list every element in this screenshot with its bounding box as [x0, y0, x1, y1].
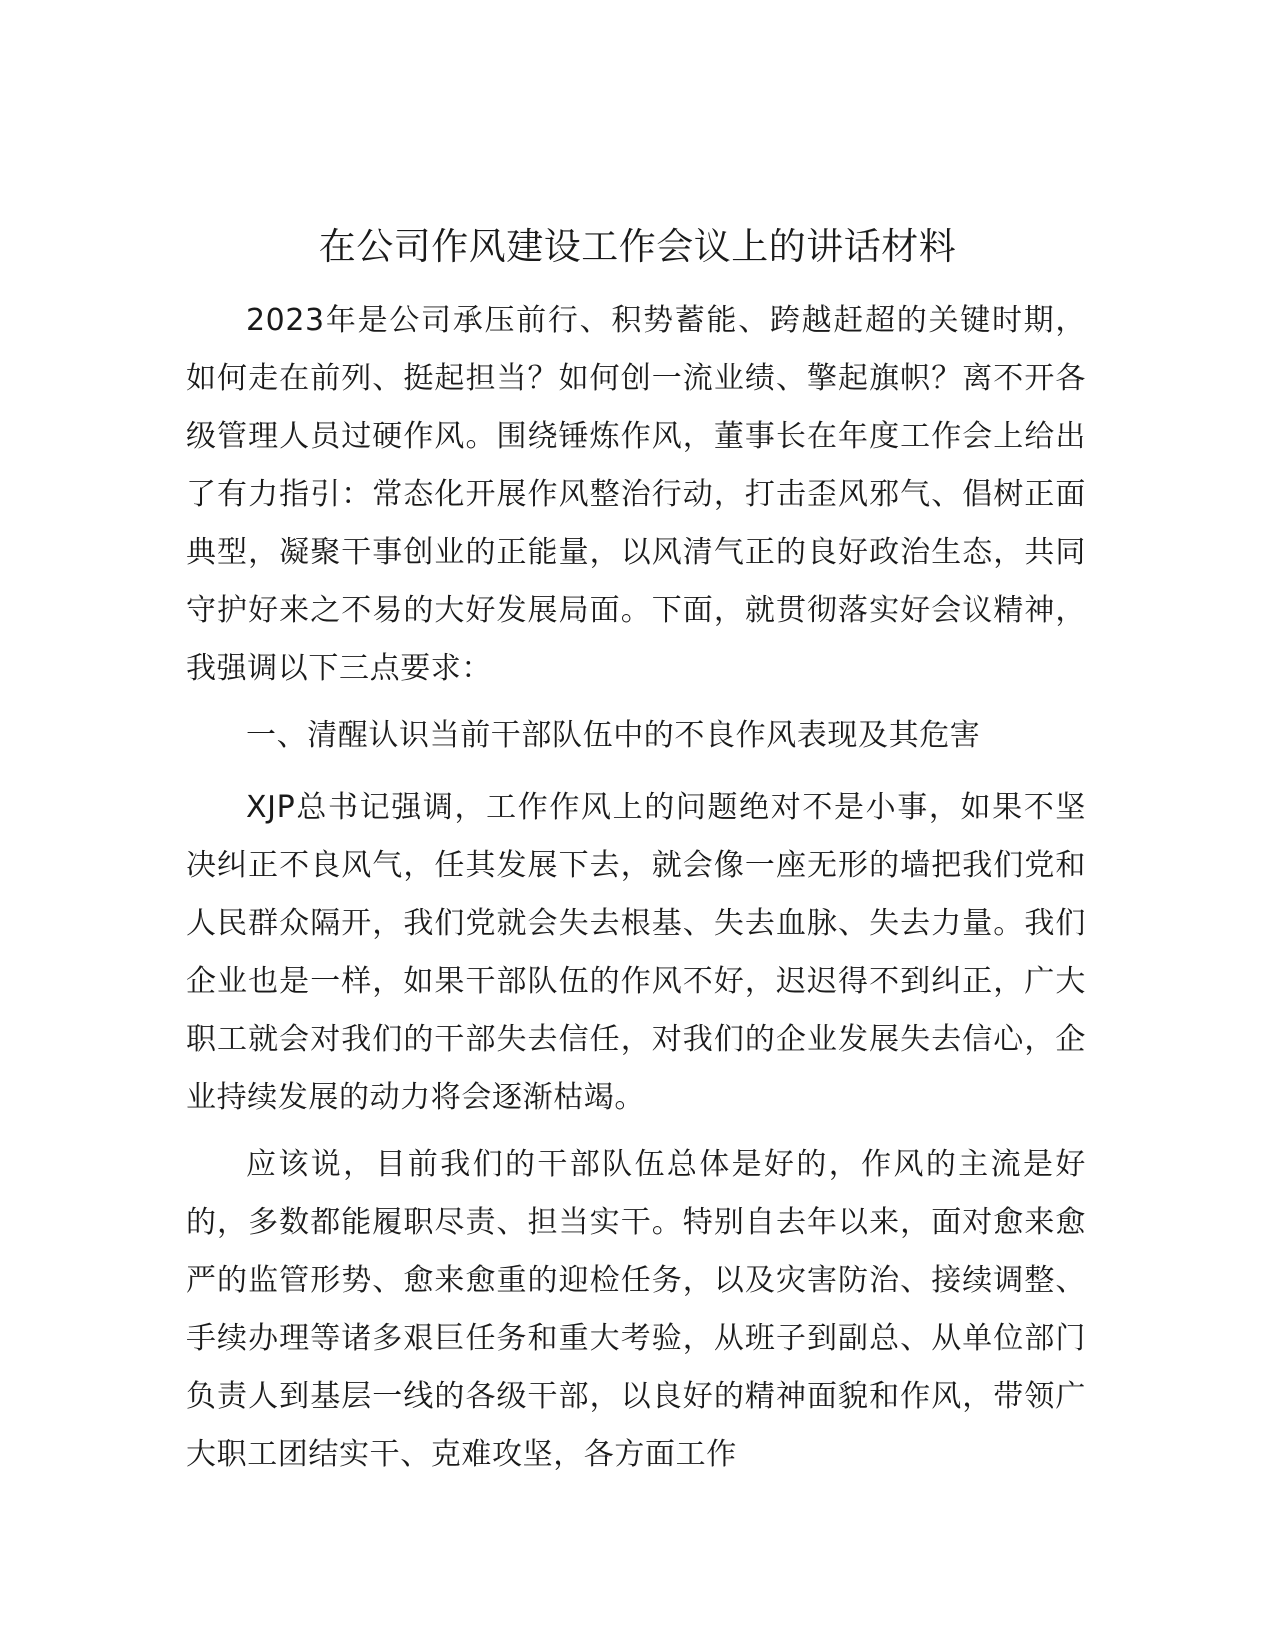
document-body	[186, 292, 1086, 1493]
section-heading-1: 一、清醒认识当前干部队伍中的不良作风表现及其危害	[246, 718, 981, 753]
document-title: 在公司作风建设工作会议上的讲话材料	[318, 225, 957, 268]
paragraph-section-1-a: XJP总书记强调，工作作风上的问题绝对不是小事，如果不坚决纠正不良风气，任其发展下去，就会像一座无形的墙把我们党和人民群众隔开，我们党就会失去根基、失去血脉、失去力量。我们企业也是一样，如果干部队伍的作风不好，迟迟得不到纠正，广大职工就会对我们的干部失去信任，对我们的企业发展失去信心，企业持续发展的动力将会逐渐枯竭。	[186, 790, 1086, 1115]
paragraph-section-1-b: 应该说，目前我们的干部队伍总体是好的，作风的主流是好的，多数都能履职尽责、担当实干。特别自去年以来，面对愈来愈严的监管形势、愈来愈重的迎检任务，以及灾害防治、接续调整、手续办理等诸多艰巨任务和重大考验，从班子到副总、从单位部门负责人到基层一线的各级干部，以良好的精神面貌和作风，带领广大职工团结实干、克难攻坚，各方面工作	[186, 1147, 1086, 1472]
paragraph-intro: 2023年是公司承压前行、积势蓄能、跨越赶超的关键时期，如何走在前列、挺起担当？如何创一流业绩、擎起旗帜？离不开各级管理人员过硬作风。围绕锤炼作风，董事长在年度工作会上给出了有力指引：常态化开展作风整治行动，打击歪风邪气、倡树正面典型，凝聚干事创业的正能量，以风清气正的良好政治生态，共同守护好来之不易的大好发展局面。下面，就贯彻落实好会议精神，我强调以下三点要求：	[186, 303, 1086, 686]
